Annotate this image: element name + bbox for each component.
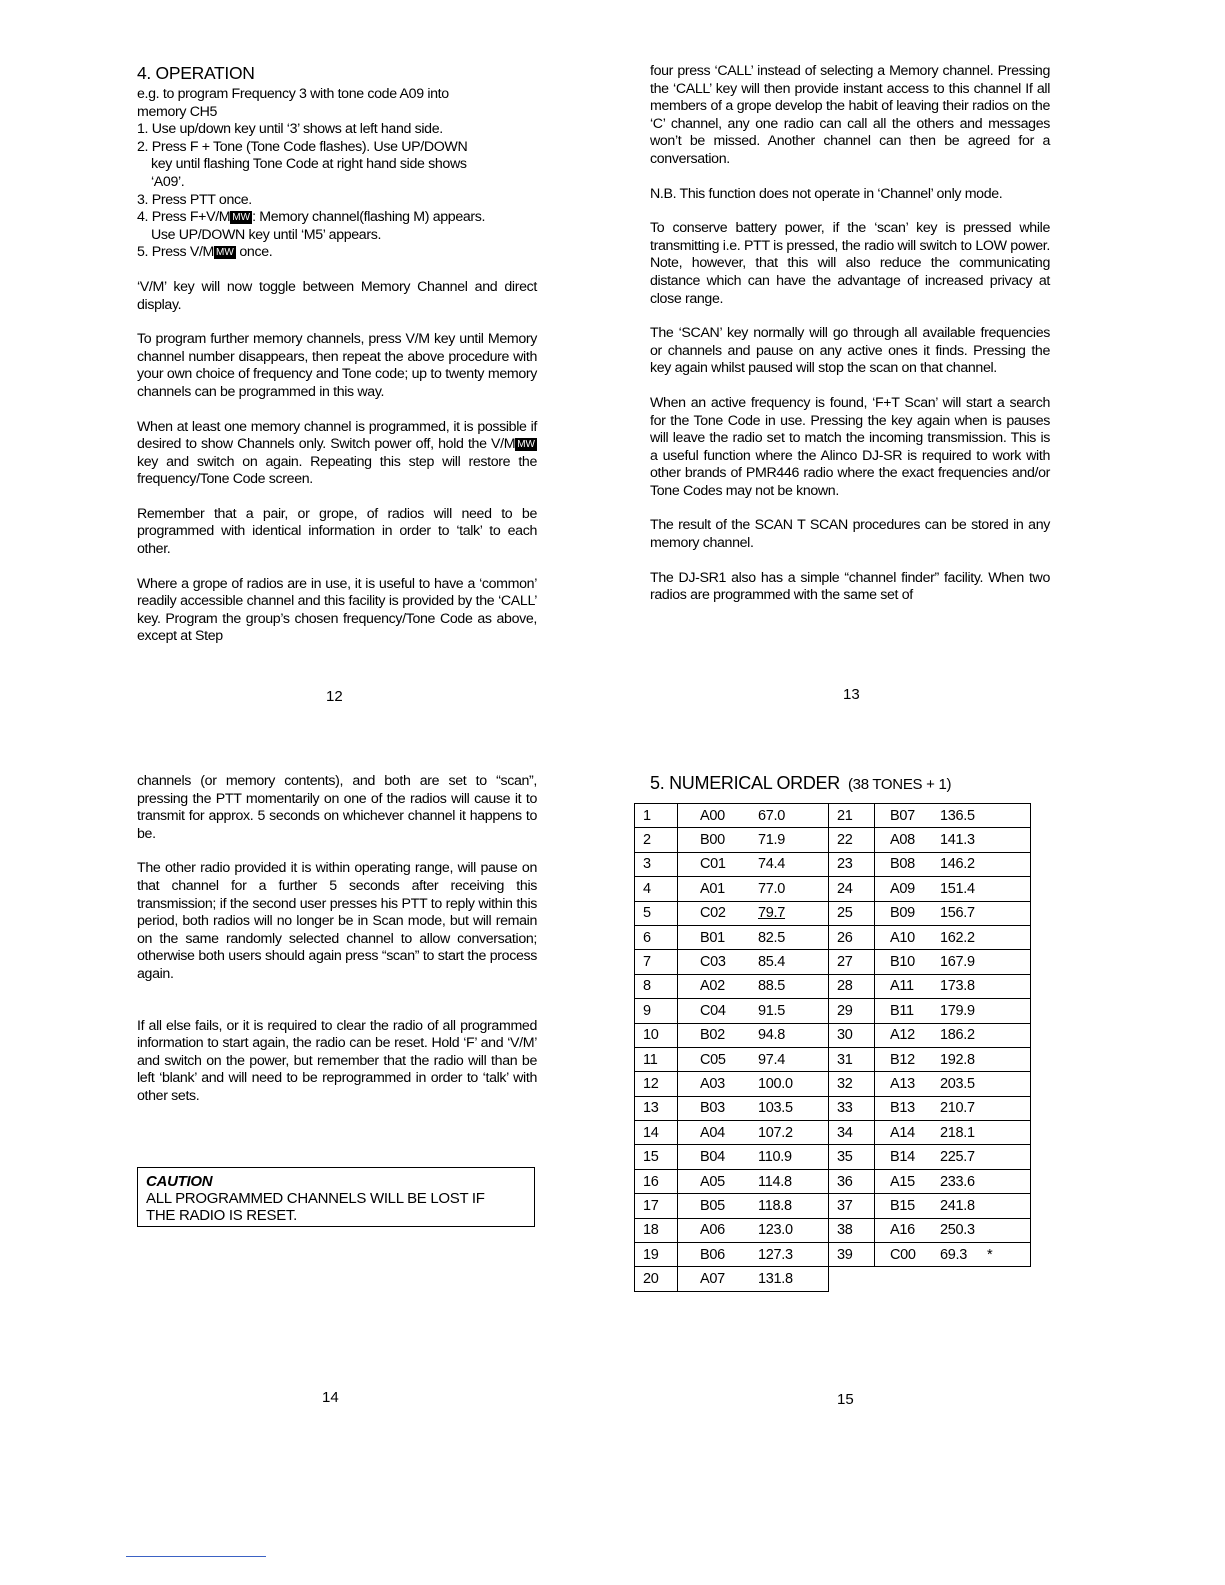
paragraph: The DJ-SR1 also has a simple “channel finder” facility. When two radios are programmed with the same set of [650, 569, 1050, 604]
tone-number: 24 [829, 877, 875, 901]
tone-code: A03 [678, 1072, 751, 1096]
tone-code: C00 [875, 1243, 933, 1267]
table-row [635, 852, 1031, 876]
tone-frequency: 167.9 [932, 950, 1031, 974]
paragraph: To program further memory channels, press V/M key until Memory channel number disappears, then repeat the above procedure with your own choice of frequency and Tone code; up to twenty memory channels can be programmed in this way. [137, 331, 537, 400]
paragraph: Remember that a pair, or grope, of radios will need to be programmed with identical information in order to ‘talk’ to each other. [137, 505, 537, 558]
intro-line: memory CH5 [137, 103, 218, 120]
tone-number: 29 [829, 999, 875, 1023]
table-row [635, 974, 1031, 998]
tone-number: 33 [829, 1096, 875, 1120]
tone-number: 31 [829, 1047, 875, 1071]
tone-code: A16 [875, 1218, 933, 1242]
tone-code: A14 [875, 1121, 933, 1145]
tone-code: A00 [678, 804, 751, 828]
tone-frequency: 85.4 [750, 950, 829, 974]
tone-frequency: 156.7 [932, 901, 1031, 925]
tone-number: 20 [635, 1267, 678, 1291]
tone-frequency: 241.8 [932, 1194, 1031, 1218]
tone-frequency: 97.4 [750, 1047, 829, 1071]
tone-code: B08 [875, 852, 933, 876]
page-number-15: 15 [837, 1391, 854, 1408]
tone-code: B04 [678, 1145, 751, 1169]
mw-key-icon: MW [232, 211, 251, 223]
tone-frequency: 210.7 [932, 1096, 1031, 1120]
tone-number: 32 [829, 1072, 875, 1096]
caution-line: THE RADIO IS RESET. [146, 1207, 297, 1224]
tone-number: 7 [635, 950, 678, 974]
tone-code: B13 [875, 1096, 933, 1120]
table-row [635, 1267, 1031, 1291]
table-row [635, 1096, 1031, 1120]
tone-code: B12 [875, 1047, 933, 1071]
tone-frequency: 146.2 [932, 852, 1031, 876]
step-4-cont: Use UP/DOWN key until ‘M5’ appears. [151, 226, 382, 243]
tone-number: 8 [635, 974, 678, 998]
tone-code: B02 [678, 1023, 751, 1047]
tone-frequency: 151.4 [932, 877, 1031, 901]
tone-number: 11 [635, 1047, 678, 1071]
table-row [635, 1121, 1031, 1145]
table-row [635, 1047, 1031, 1071]
tone-frequency: 225.7 [932, 1145, 1031, 1169]
asterisk-mark: * [987, 1246, 993, 1263]
tone-frequency: 71.9 [750, 828, 829, 852]
tone-frequency: 107.2 [750, 1121, 829, 1145]
tone-frequency: 103.5 [750, 1096, 829, 1120]
paragraph: When at least one memory channel is programmed, it is possible if desired to show Channels only. Switch power off, hold the V/M MW key and switch on again. Repeating this step will restore the frequency/Tone Code screen. [137, 418, 537, 488]
caution-line: ALL PROGRAMMED CHANNELS WILL BE LOST IF [146, 1190, 485, 1207]
tone-code: B00 [678, 828, 751, 852]
tone-code: A09 [875, 877, 933, 901]
tone-number: 26 [829, 925, 875, 949]
table-row [635, 1145, 1031, 1169]
tone-number: 35 [829, 1145, 875, 1169]
tone-frequency: 127.3 [750, 1243, 829, 1267]
tone-code: A04 [678, 1121, 751, 1145]
step-2: 2. Press F + Tone (Tone Code flashes). Use UP/DOWN [137, 138, 468, 155]
paragraph: four press ‘CALL’ instead of selecting a Memory channel. Pressing the ‘CALL’ key will then provide instant access to this channel If all members of a grope develop the habit of leaving their radios on the ‘C’ channel, any one radio can call all the others and messages won’t be missed. Another channel can then be agreed for a conversation. [650, 63, 1050, 167]
table-row [635, 1194, 1031, 1218]
tone-frequency: 67.0 [750, 804, 829, 828]
tone-number: 36 [829, 1169, 875, 1193]
tone-frequency: 114.8 [750, 1169, 829, 1193]
tone-code: B06 [678, 1243, 751, 1267]
tone-number: 15 [635, 1145, 678, 1169]
tone-number: 16 [635, 1169, 678, 1193]
paragraph: Where a grope of radios are in use, it is useful to have a ‘common’ readily accessible channel and this facility is provided by the ‘CALL’ key. Program the group’s chosen frequency/Tone Code as above, except at Step [137, 575, 537, 645]
tone-code: C05 [678, 1047, 751, 1071]
tone-frequency: 173.8 [932, 974, 1031, 998]
tone-number: 12 [635, 1072, 678, 1096]
tone-number: 3 [635, 852, 678, 876]
page-number-13: 13 [843, 686, 860, 703]
tone-code: A15 [875, 1169, 933, 1193]
tone-number: 39 [829, 1243, 875, 1267]
tone-frequency: 162.2 [932, 925, 1031, 949]
tone-frequency: 123.0 [750, 1218, 829, 1242]
tone-number: 27 [829, 950, 875, 974]
paragraph: N.B. This function does not operate in ‘Channel’ only mode. [650, 185, 1003, 202]
tone-number: 25 [829, 901, 875, 925]
tone-frequency: 110.9 [750, 1145, 829, 1169]
tone-number: 13 [635, 1096, 678, 1120]
tone-code: B09 [875, 901, 933, 925]
mw-key-icon: MW [216, 247, 234, 259]
page-15 [650, 773, 1050, 796]
tone-number: 10 [635, 1023, 678, 1047]
tone-code: C03 [678, 950, 751, 974]
tone-code: A05 [678, 1169, 751, 1193]
table-row [635, 1023, 1031, 1047]
tone-frequency: 233.6 [932, 1169, 1031, 1193]
tone-number: 4 [635, 877, 678, 901]
paragraph: The ‘SCAN’ key normally will go through all available frequencies or channels and pause on any active ones it finds. Pressing the key again whilst paused will stop the scan on that channel. [650, 325, 1050, 377]
caution-title: CAUTION [146, 1173, 213, 1190]
tone-code: A07 [678, 1267, 751, 1291]
tone-frequency: 88.5 [750, 974, 829, 998]
step-4: 4. Press F+V/M MW : Memory channel(flashing M) appears. [137, 209, 486, 226]
paragraph: ‘V/M’ key will now toggle between Memory Channel and direct display. [137, 278, 537, 313]
tone-code: B01 [678, 925, 751, 949]
tone-number: 38 [829, 1218, 875, 1242]
section-heading-operation: 4. OPERATION [137, 63, 255, 83]
page-13 [650, 63, 1050, 622]
intro-line: e.g. to program Frequency 3 with tone code A09 into [137, 86, 449, 102]
tone-frequency: 77.0 [750, 877, 829, 901]
table-row [635, 901, 1031, 925]
tone-code: A13 [875, 1072, 933, 1096]
caution-box [137, 1167, 535, 1227]
tone-number: 23 [829, 852, 875, 876]
tone-frequency: 118.8 [750, 1194, 829, 1218]
paragraph: When an active frequency is found, ‘F+T Scan’ will start a search for the Tone Code in use. Pressing the key again when is pauses will leave the radio set to match the incoming transmission. This is a useful function where the Alinco DJ-SR is required to work with other brands of PMR446 radio where the exact frequencies and/or Tone Codes may not be known. [650, 394, 1050, 499]
paragraph: The other radio provided it is within operating range, will pause on that channel for a further 5 seconds after receiving this transmission; if the second user presses his PTT to reply within this period, both radios will no longer be in Scan mode, but will remain on the same randomly selected channel to allow conversation; otherwise both users should again press “scan” to start the process again. [137, 860, 537, 982]
tone-code: C02 [678, 901, 751, 925]
tone-code: C04 [678, 999, 751, 1023]
tone-number: 2 [635, 828, 678, 852]
tone-number: 34 [829, 1121, 875, 1145]
paragraph: To conserve battery power, if the ‘scan’ key is pressed while transmitting i.e. PTT is pressed, the radio will switch to LOW power. Note, however, that this will also reduce the communicating distance which can have the advantage of increased privacy at close range. [650, 220, 1050, 307]
step-2-cont: ‘A09’. [151, 173, 185, 190]
tone-frequency: 94.8 [750, 1023, 829, 1047]
paragraph: channels (or memory contents), and both are set to “scan”, pressing the PTT momentarily on one of the radios will cause it to transmit for approx. 5 seconds on whichever channel it happens to be. [137, 773, 537, 842]
step-5: 5. Press V/M MW once. [137, 244, 273, 261]
empty-cell [829, 1267, 1031, 1291]
tone-table [634, 803, 1031, 1292]
tone-frequency: 79.7 [750, 901, 829, 925]
table-row [635, 999, 1031, 1023]
tone-frequency: 69.3 * [932, 1243, 1031, 1267]
tone-frequency: 192.8 [932, 1047, 1031, 1071]
table-row [635, 925, 1031, 949]
tone-number: 18 [635, 1218, 678, 1242]
tone-frequency: 186.2 [932, 1023, 1031, 1047]
tone-code: C01 [678, 852, 751, 876]
step-3: 3. Press PTT once. [137, 191, 252, 208]
tone-number: 21 [829, 804, 875, 828]
table-row [635, 1218, 1031, 1242]
table-row [635, 877, 1031, 901]
step-2-cont: key until flashing Tone Code at right hand side shows [151, 156, 467, 173]
tone-code: B15 [875, 1194, 933, 1218]
tone-frequency: 250.3 [932, 1218, 1031, 1242]
table-row [635, 804, 1031, 828]
tone-number: 30 [829, 1023, 875, 1047]
page-number-12: 12 [326, 688, 343, 705]
tone-code: A08 [875, 828, 933, 852]
tone-frequency: 218.1 [932, 1121, 1031, 1145]
tone-number: 6 [635, 925, 678, 949]
tone-frequency: 179.9 [932, 999, 1031, 1023]
tone-code: B14 [875, 1145, 933, 1169]
tone-code: A12 [875, 1023, 933, 1047]
step-1: 1. Use up/down key until ‘3’ shows at left hand side. [137, 121, 443, 138]
tone-frequency: 82.5 [750, 925, 829, 949]
table-row [635, 1169, 1031, 1193]
divider [126, 1556, 266, 1557]
tone-number: 37 [829, 1194, 875, 1218]
tone-frequency: 91.5 [750, 999, 829, 1023]
tone-frequency: 203.5 [932, 1072, 1031, 1096]
tone-code: A06 [678, 1218, 751, 1242]
tone-number: 22 [829, 828, 875, 852]
section-heading-numerical-order: 5. NUMERICAL ORDER (38 TONES + 1) [650, 773, 952, 793]
tone-code: A11 [875, 974, 933, 998]
mw-key-icon: MW [517, 438, 535, 450]
tone-frequency: 136.5 [932, 804, 1031, 828]
tone-frequency: 100.0 [750, 1072, 829, 1096]
page-12 [137, 63, 537, 663]
tone-number: 1 [635, 804, 678, 828]
tone-number: 5 [635, 901, 678, 925]
tone-frequency: 131.8 [750, 1267, 829, 1291]
step-list [137, 121, 537, 262]
tone-number: 19 [635, 1243, 678, 1267]
tone-code: B11 [875, 999, 933, 1023]
tone-frequency: 141.3 [932, 828, 1031, 852]
tone-code: B10 [875, 950, 933, 974]
tone-code: B05 [678, 1194, 751, 1218]
tone-code: B07 [875, 804, 933, 828]
paragraph: The result of the SCAN T SCAN procedures can be stored in any memory channel. [650, 517, 1050, 552]
table-row [635, 1072, 1031, 1096]
table-row [635, 828, 1031, 852]
table-row [635, 950, 1031, 974]
tone-number: 17 [635, 1194, 678, 1218]
page-14 [137, 773, 537, 1123]
paragraph: If all else fails, or it is required to clear the radio of all programmed information to start again, the radio can be reset. Hold ‘F’ and ‘V/M’ and switch on the power, but remember that the radio will than be left ‘blank’ and will need to be reprogrammed in order to ‘talk’ with other sets. [137, 1017, 537, 1104]
tone-number: 9 [635, 999, 678, 1023]
page-number-14: 14 [322, 1389, 339, 1406]
tone-code: A10 [875, 925, 933, 949]
tone-code: B03 [678, 1096, 751, 1120]
tone-code: A01 [678, 877, 751, 901]
tone-code: A02 [678, 974, 751, 998]
tone-frequency: 74.4 [750, 852, 829, 876]
tone-number: 28 [829, 974, 875, 998]
table-row [635, 1243, 1031, 1267]
tone-number: 14 [635, 1121, 678, 1145]
